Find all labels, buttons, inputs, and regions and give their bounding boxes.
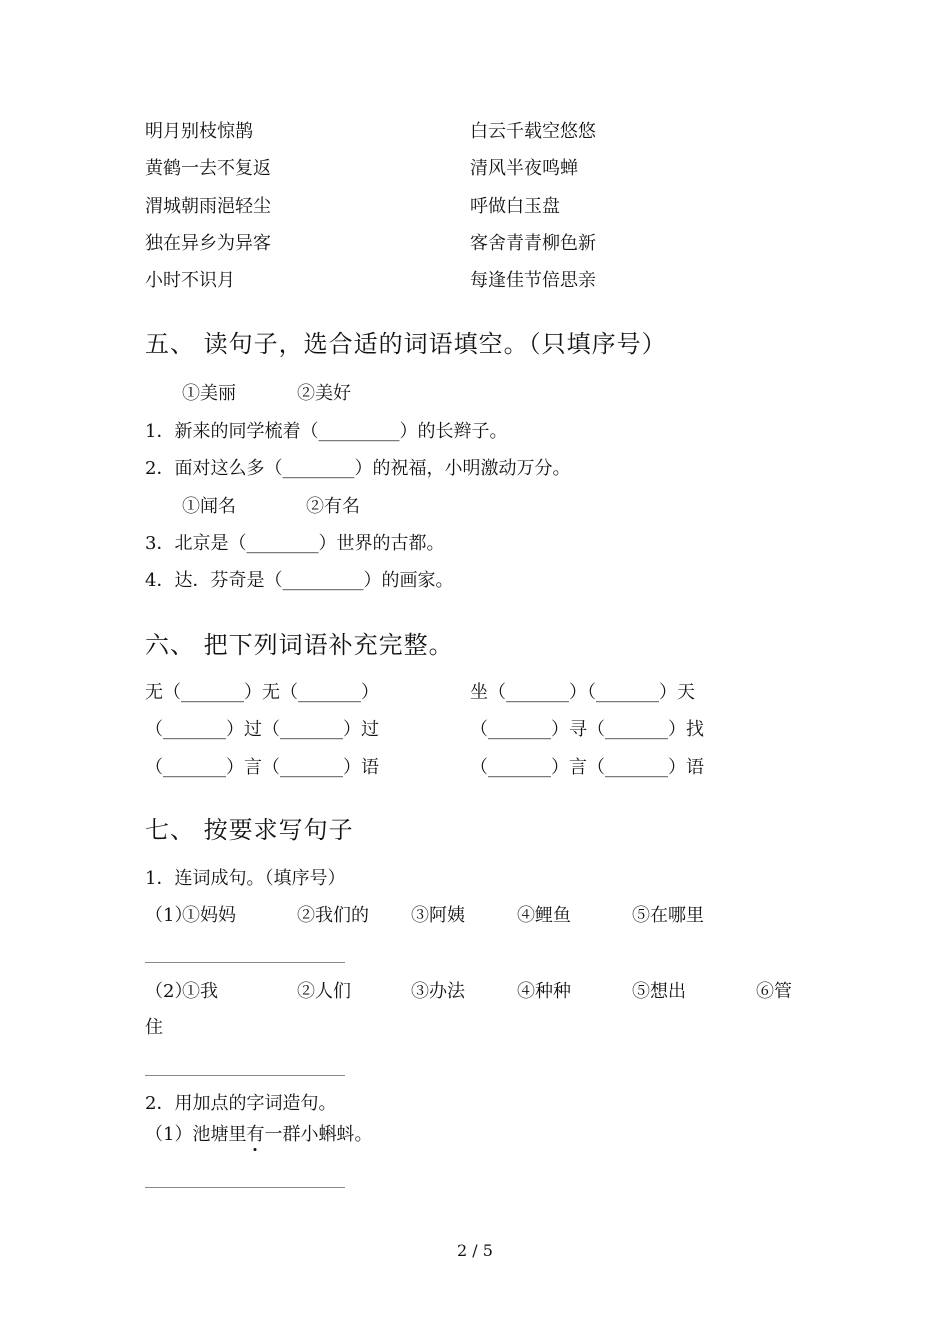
s7-sub2: 2．用加点的字词造句。 [145,1093,337,1114]
s7-row1-word-2: ②我们的 [297,905,369,926]
poem-right-1: 白云千载空悠悠 [470,121,596,142]
s7-row1-word-1: ①妈妈 [182,905,236,926]
poem-left-1: 明月别枝惊鹊 [145,121,253,142]
answer-line-2 [145,1075,345,1076]
s5-g1-opt1: ①美丽 [182,383,236,404]
s5-g2-opt2: ②有名 [306,496,360,517]
poem-left-3: 渭城朝雨浥轻尘 [145,196,271,217]
s5-question-3: 3．北京是（________）世界的古都。 [145,533,445,554]
s7-row2-word-5: ⑤想出 [632,981,686,1002]
s7-row2-wrap: 住 [145,1017,163,1038]
s6-row1-right: 坐（_______）（_______）天 [470,682,695,703]
poem-left-2: 黄鹤一去不复返 [145,158,271,179]
poem-right-2: 清风半夜鸣蝉 [470,158,578,179]
s7-row2-word-1: ①我 [182,981,218,1002]
answer-line-3 [145,1187,345,1188]
s7-row1-prefix: （1） [145,905,193,926]
section6-heading: 六、 把下列词语补充完整。 [145,631,454,659]
s6-row2-right: （_______）寻（_______）找 [470,719,704,740]
section5-heading: 五、 读句子，选合适的词语填空。（只填序号） [145,330,667,358]
s5-g1-opt2: ②美好 [297,383,351,404]
section7-heading: 七、 按要求写句子 [145,816,354,844]
poem-left-4: 独在异乡为异客 [145,233,271,254]
s7-row2-word-4: ④种种 [517,981,571,1002]
poem-right-4: 客舍青青柳色新 [470,233,596,254]
sentence-post: 一群小蝌蚪。 [264,1124,373,1145]
s7-row1-word-4: ④鲤鱼 [517,905,571,926]
poem-right-5: 每逢佳节倍思亲 [470,270,596,291]
s7-row2-prefix: （2） [145,981,193,1002]
s5-question-4: 4．达．芬奇是（_________）的画家。 [145,570,454,591]
s5-question-2: 2．面对这么多（________）的祝福，小明激动万分。 [145,458,571,479]
s7-row2-word-2: ②人们 [297,981,351,1002]
s5-question-1: 1．新来的同学梳着（_________）的长辫子。 [145,421,508,442]
s7-row2-word-3: ③办法 [411,981,465,1002]
s6-row3-left: （_______）言（_______）语 [145,757,379,778]
sentence-pre: （1）池塘里 [145,1124,247,1145]
answer-line-1 [145,962,345,963]
page-number: 2 / 5 [457,1241,493,1260]
dotted-word: 有 [246,1124,265,1145]
s6-row2-left: （_______）过（_______）过 [145,719,379,740]
s6-row1-left: 无（_______）无（_______） [145,682,379,703]
s5-g2-opt1: ①闻名 [182,496,236,517]
s7-row2-word-6: ⑥管 [756,981,792,1002]
s7-row1-word-3: ③阿姨 [411,905,465,926]
s7-sentence-1 [145,1123,372,1147]
poem-left-5: 小时不识月 [145,270,235,291]
s7-row1-word-5: ⑤在哪里 [632,905,704,926]
s6-row3-right: （_______）言（_______）语 [470,757,704,778]
poem-right-3: 呼做白玉盘 [470,196,560,217]
s7-sub1: 1．连词成句。（填序号） [145,868,346,889]
